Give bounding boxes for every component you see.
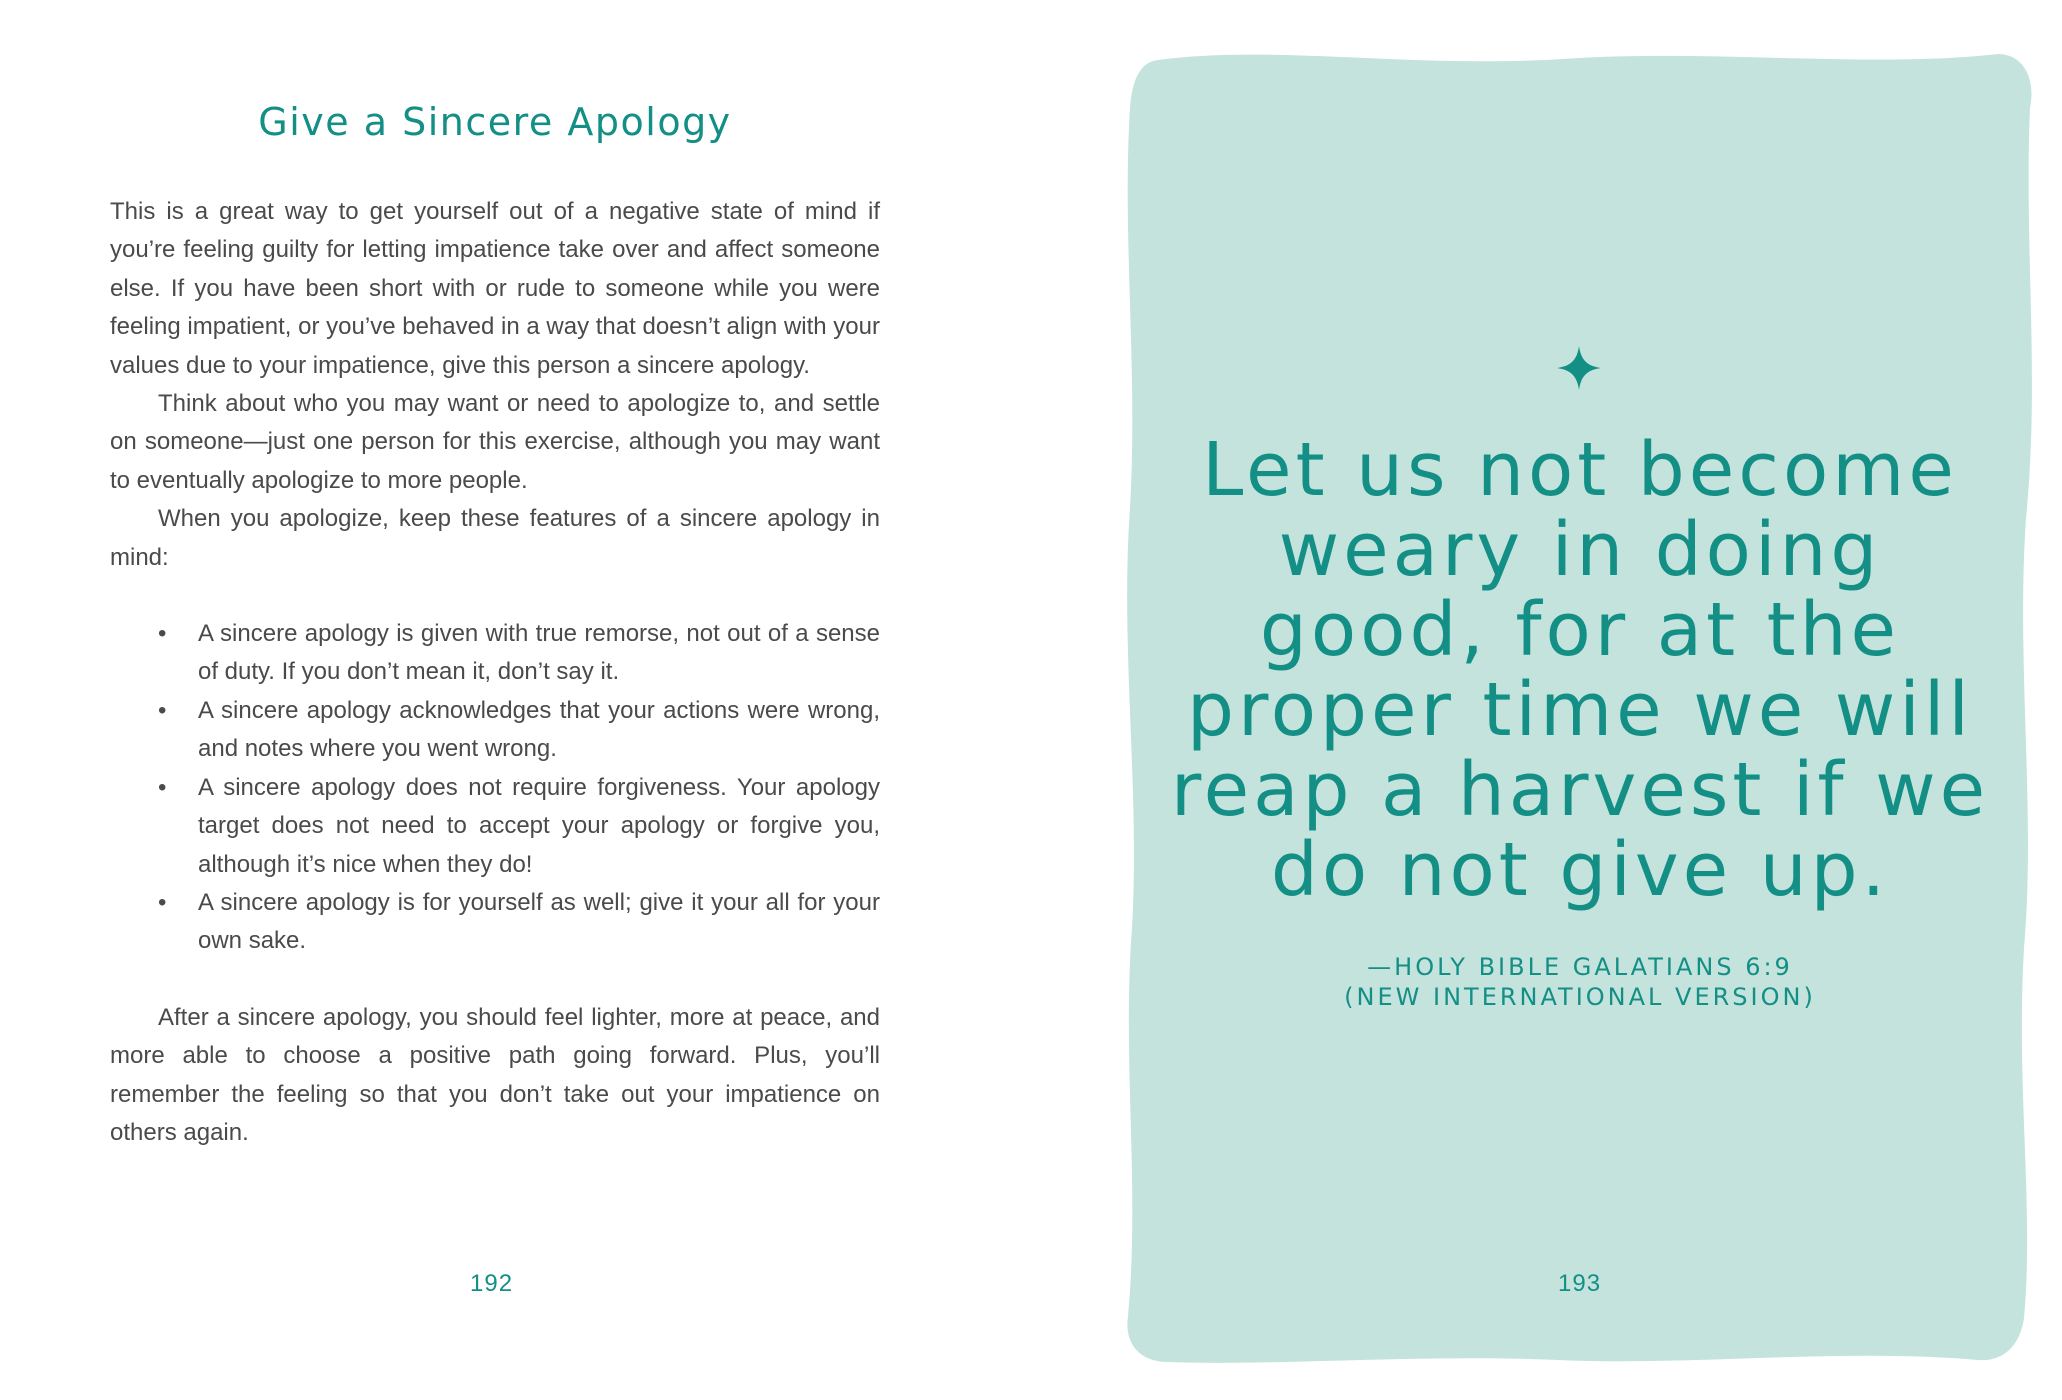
left-page [0,0,990,1400]
list-item [158,692,880,769]
quote-line: do not give up. [1270,827,1890,913]
bullet-icon: • [158,773,167,801]
list-item [158,769,880,884]
section-heading: Give a Sincere Apology [258,100,732,144]
quote-attribution [1160,952,2000,1012]
page-number-right: 193 [1558,1270,1602,1297]
quote-line: reap a harvest if we [1170,747,1990,833]
attribution-source: —HOLY BIBLE GALATIANS 6:9 [1367,953,1793,981]
quote-line: good, for at the [1259,587,1901,673]
quote-line: Let us not become [1202,427,1958,513]
paragraph-2: Think about who you may want or need to apologize to, and settle on someone—just one person for this exercise, although you may want to eventually apologize to more people. [110,390,880,494]
list-item-text: A sincere apology is given with true remorse, not out of a sense of duty. If you don’t mean it, don’t say it. [198,620,880,686]
attribution-version: (NEW INTERNATIONAL VERSION) [1344,983,1816,1011]
quote-line: proper time we will [1187,667,1973,753]
closing-paragraph: After a sincere apology, you should feel lighter, more at peace, and more able to choose a positive path going forward. Plus, you’ll remember the feeling so that you don’t take out your impatience on others again. [110,1003,880,1146]
body-text [110,193,880,1152]
bullet-icon: • [158,696,167,724]
pull-quote [1160,427,2000,913]
intro-paragraph: This is a great way to get yourself out of a negative state of mind if you’re feeling guilty for letting impatience take over and affect someone else. If you have been short with or rude to someone while you were feeling impatient, or you’ve behaved in a way that doesn’t align with your values due to your impatience, give this person a sincere apology. [110,198,880,379]
list-item [158,615,880,692]
list-item [158,884,880,961]
four-point-star-icon [1555,344,1603,392]
page-number-left: 192 [470,1270,514,1297]
bullet-list [110,615,880,961]
quote-line: weary in doing [1278,507,1882,593]
bullet-icon: • [158,620,167,648]
list-item-text: A sincere apology acknowledges that your actions were wrong, and notes where you went wrong. [198,696,880,763]
list-item-text: A sincere apology is for yourself as well; give it your all for your own sake. [198,888,880,955]
paragraph-3: When you apologize, keep these features of a sincere apology in mind: [110,505,880,571]
list-item-text: A sincere apology does not require forgiveness. Your apology target does not need to accept your apology or forgive you, although it’s nice when they do! [198,773,880,878]
bullet-icon: • [158,888,167,916]
